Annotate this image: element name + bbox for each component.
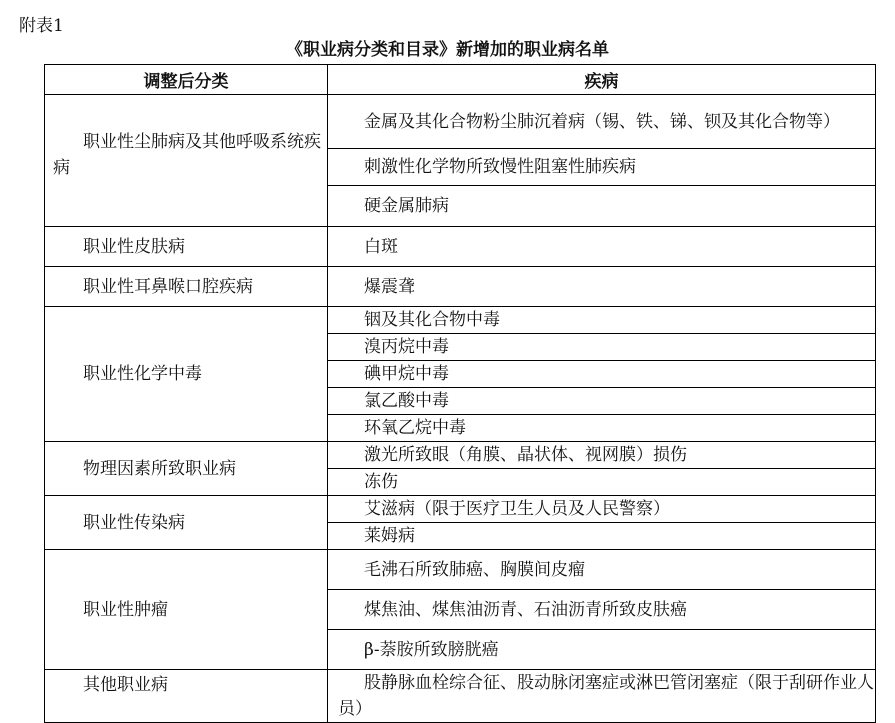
disease-cell: [328, 415, 876, 442]
disease-label: 煤焦油、煤焦油沥青、石油沥青所致皮肤癌: [364, 599, 687, 620]
disease-cell: [328, 442, 876, 469]
category-cell: [45, 95, 328, 227]
table-row: [45, 496, 876, 523]
table-row: [45, 307, 876, 334]
disease-cell: [328, 388, 876, 415]
table-row: [45, 95, 876, 149]
disease-label: β-萘胺所致膀胱癌: [364, 639, 499, 660]
category-cell: [45, 307, 328, 442]
table-header-row: [45, 65, 876, 95]
category-label: 职业性尘肺病及其他呼吸系统疾病: [53, 131, 321, 178]
disease-cell: [328, 523, 876, 550]
category-label: 职业性化学中毒: [83, 364, 202, 384]
table-title: 《职业病分类和目录》新增加的职业病名单: [286, 40, 609, 60]
disease-label: 白斑: [364, 236, 398, 257]
disease-label: 铟及其化合物中毒: [364, 310, 500, 330]
table-row: [45, 442, 876, 469]
table-row: [45, 227, 876, 267]
disease-cell: [328, 95, 876, 149]
table-row: [45, 670, 876, 723]
category-cell: [45, 550, 328, 670]
table-row: [45, 550, 876, 590]
category-label: 职业性传染病: [83, 512, 185, 533]
disease-label: 刺激性化学物所致慢性阻塞性肺疾病: [364, 157, 636, 177]
header-category: 调整后分类: [45, 65, 328, 95]
table-row: [45, 267, 876, 307]
disease-cell: [328, 670, 876, 723]
disease-cell: [328, 149, 876, 186]
header-disease: 疾病: [328, 65, 876, 95]
occupational-disease-table: [44, 64, 876, 723]
disease-label: 碘甲烷中毒: [364, 364, 449, 384]
disease-cell: [328, 469, 876, 496]
category-label: 职业性耳鼻喉口腔疾病: [83, 276, 253, 297]
disease-cell: [328, 334, 876, 361]
disease-label: 冻伤: [364, 472, 398, 492]
disease-label: 爆震聋: [364, 276, 415, 297]
category-label: 其他职业病: [83, 675, 168, 695]
category-cell: [45, 670, 328, 723]
disease-label: 环氧乙烷中毒: [364, 418, 466, 438]
disease-label: 激光所致眼（角膜、晶状体、视网膜）损伤: [364, 445, 687, 465]
appendix-label: 附表1: [19, 16, 64, 36]
disease-label: 金属及其化合物粉尘肺沉着病（锡、铁、锑、钡及其化合物等）: [364, 111, 840, 132]
category-label: 职业性皮肤病: [83, 236, 185, 257]
disease-label: 股静脉血栓综合征、股动脉闭塞症或淋巴管闭塞症（限于刮研作业人员）: [338, 673, 874, 719]
disease-cell: [328, 496, 876, 523]
disease-label: 氯乙酸中毒: [364, 391, 449, 411]
disease-cell: [328, 361, 876, 388]
disease-label: 毛沸石所致肺癌、胸膜间皮瘤: [364, 559, 585, 580]
disease-cell: [328, 590, 876, 630]
disease-cell: [328, 550, 876, 590]
disease-label: 艾滋病（限于医疗卫生人员及人民警察）: [364, 499, 670, 519]
category-cell: [45, 267, 328, 307]
category-cell: [45, 227, 328, 267]
disease-cell: [328, 186, 876, 227]
disease-label: 溴丙烷中毒: [364, 337, 449, 357]
category-cell: [45, 442, 328, 496]
category-label: 职业性肿瘤: [83, 599, 168, 620]
disease-cell: [328, 630, 876, 670]
disease-label: 莱姆病: [364, 526, 415, 546]
category-cell: [45, 496, 328, 550]
disease-cell: [328, 307, 876, 334]
disease-label: 硬金属肺病: [364, 196, 449, 216]
category-label: 物理因素所致职业病: [83, 458, 236, 479]
disease-cell: [328, 267, 876, 307]
disease-cell: [328, 227, 876, 267]
